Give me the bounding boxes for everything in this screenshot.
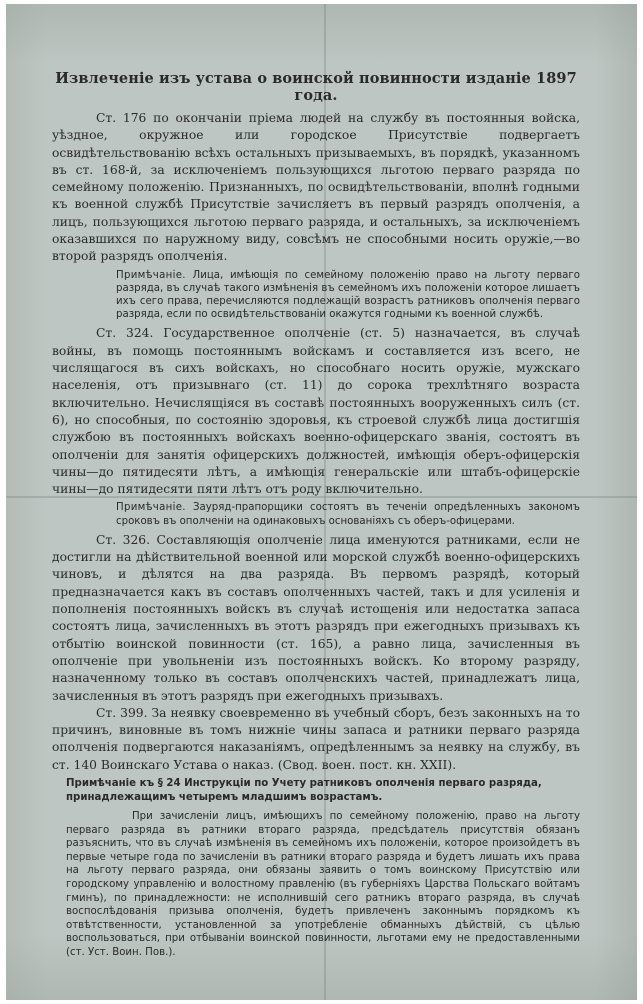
document-sheet xyxy=(6,4,637,1000)
instruction-note-heading: Примѣчаніе къ § 24 Инструкціи по Учету ратниковъ ополченія перваго разряда, принадлежащимъ четыремъ младшимъ возрастамъ. xyxy=(66,778,542,803)
article-324: Ст. 324. Государственное ополченіе (ст. 5) назначается, въ случаѣ войны, въ помощь постояннымъ войскамъ и составляется изъ всего, не числящагося въ сихъ войскахъ, но способнаго носить оружіе, мужскаго населенія, отъ призывнаго (ст. 11) до сорока трехлѣтняго возраста включительно. Нечислящіяся въ составѣ постоянныхъ вооруженныхъ силъ (ст. 6), но способныя, по состоянію здоровья, къ строевой службѣ лица достигшія службою въ постоянныхъ войскахъ военно-офицерскаго званія, состоятъ въ ополченіи для занятія офицерскихъ должностей, имѣющія оберъ-офицерскія чины—до пятидесяти лѣтъ, а имѣющія генеральскіе или штабъ-офицерскіе чины—до пятидесяти пяти лѣтъ отъ роду включительно. xyxy=(52,326,580,497)
article-399: Ст. 399. За неявку своевременно въ учебный сборъ, безъ законныхъ на то причинъ, виновные въ томъ нижніе чины запаса и ратники перваго разряда ополченія подвергаются наказаніямъ, опредѣленнымъ за неявку на службу, въ ст. 140 Воинскаго Устава о наказ. (Свод. воен. пост. кн. XXII). xyxy=(52,705,580,772)
note-text: Зауряд-прапорщики состоятъ въ теченіи опредѣленныхъ закономъ сроковъ въ ополченіи на одинаковыхъ основаніяхъ съ оберъ-офицерами. xyxy=(116,502,580,527)
article-324-note xyxy=(116,501,580,527)
document-title: Извлеченіе изъ устава о воинской повинности изданіе 1897 года. xyxy=(55,70,577,104)
instruction-note-text: При зачисленіи лицъ, имѣющихъ по семейному положенію, право на льготу перваго разряда въ ратники втораго разряда, предсѣдатель присутствія обязанъ разъяснить, что въ случаѣ измѣненія въ семейномъ ихъ положеніи, которое произойдетъ въ первые четыре года по зачисленіи въ ратники втораго разряда и будетъ лишать ихъ права на льготу перваго разряда, они обязаны заявить о томъ воинскому Присутствію или городскому управленію и волостному правленію (въ губерніяхъ Царства Польскаго войтамъ гминъ), по принадлежности: не исполнившій сего ратникъ втораго разряда, въ случаѣ воспослѣдованія призыва ополченія, будетъ привлеченъ законнымъ порядкомъ къ отвѣтственности, установленной за употребленіе обманныхъ дѣйствій, съ цѣлью воспользоваться, при отбываніи воинской повинности, льготами ему не предоставленными (ст. Уст. Воин. Пов.). xyxy=(66,811,580,958)
note-text: Лица, имѣющія по семейному положенію право на льготу перваго разряда, въ случаѣ такого измѣненія въ семейномъ ихъ положеніи которое лишаетъ ихъ сего права, перечисляются подлежащій возрастъ ратниковъ ополченія перваго разряда, если по освидѣтельствованіи окажутся годными къ военной службѣ. xyxy=(116,269,580,321)
document-body xyxy=(52,70,580,960)
article-326: Ст. 326. Составляющія ополченіе лица именуются ратниками, если не достигли на дѣйствительной военной или морской службѣ военно-офицерскихъ чиновъ, и дѣлятся на два разряда. Въ первомъ разрядѣ, который предназначается какъ въ составъ ополченныхъ частей, такъ и для усиленія и пополненія постоянныхъ войскъ въ случаѣ истощенія или недостатка запаса состоятъ лица, зачисленныхъ въ этотъ разрядъ при ежегодныхъ призывахъ къ отбытію воинской повинности (ст. 165), а равно лица, зачисленныя въ ополченіе при увольненіи изъ постоянныхъ войскъ. Ко второму разряду, назначенному только въ составъ ополченскихъ частей, принадлежатъ лица, зачисленныя въ этотъ разрядъ при ежегодныхъ призывахъ. xyxy=(52,532,580,703)
article-176: Ст. 176 по окончаніи пріема людей на службу въ постоянныя войска, уѣздное, окружное или городское Присутствіе подвергаетъ освидѣтельствованію всѣхъ остальныхъ призываемыхъ, въ порядкѣ, указанномъ въ ст. 168-й, за исключеніемъ пользующихся льготою перваго разряда по семейному положенію. Признанныхъ, по освидѣтельствованіи, вполнѣ годными къ военной службѣ Присутствіе зачисляетъ въ первый разрядъ ополченія, а лицъ, пользующихся льготою перваго разряда, и остальныхъ, за исключеніемъ оказавшихся по наружному виду, совсѣмъ не способными носить оружіе,—во второй разрядъ ополченія. xyxy=(52,111,580,264)
article-176-note xyxy=(116,269,580,322)
note-label: Примѣчаніе. xyxy=(116,502,186,514)
note-label: Примѣчаніе. xyxy=(116,269,186,281)
